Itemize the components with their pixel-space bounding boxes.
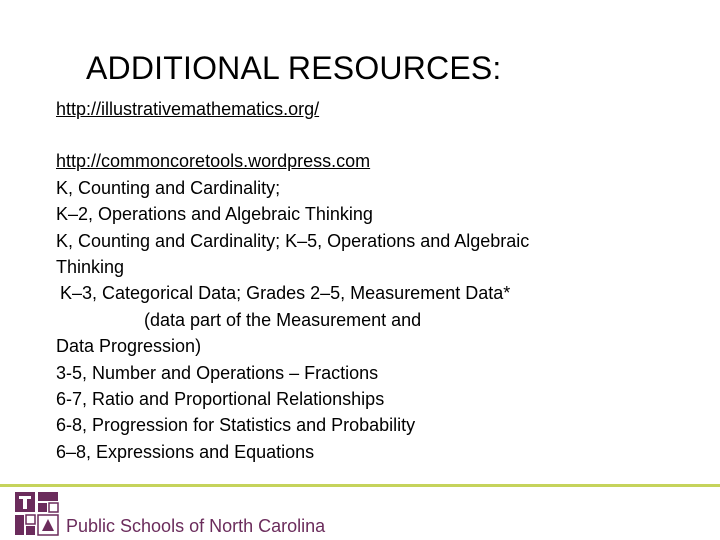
resource-line: (data part of the Measurement and — [144, 309, 422, 330]
resource-line: K–3, Categorical Data; Grades 2–5, Measurement Data* — [60, 283, 511, 304]
resource-line: Data Progression) — [56, 336, 202, 357]
commoncoretools-link[interactable]: http://commoncoretools.wordpress.com — [56, 151, 371, 172]
spacer — [56, 122, 696, 148]
organization-name: Public Schools of North Carolina — [66, 516, 326, 536]
resource-line: 6-8, Progression for Statistics and Probability — [56, 415, 416, 436]
resource-line: K, Counting and Cardinality; K–5, Operations and Algebraic — [56, 230, 530, 251]
resource-line: 6-7, Ratio and Proportional Relationships — [56, 389, 385, 410]
resource-line: Thinking — [56, 257, 125, 278]
resource-line: K, Counting and Cardinality; — [56, 177, 281, 198]
school-logo-icon — [14, 491, 60, 537]
slide-title: ADDITIONAL RESOURCES: — [86, 50, 502, 86]
resource-line: 3-5, Number and Operations – Fractions — [56, 362, 379, 383]
resources-list — [56, 96, 696, 465]
illustrative-mathematics-link[interactable]: http://illustrativemathematics.org/ — [56, 99, 320, 119]
resource-line: 6–8, Expressions and Equations — [56, 441, 315, 462]
footer-divider — [0, 484, 720, 487]
resource-line: K–2, Operations and Algebraic Thinking — [56, 204, 373, 225]
